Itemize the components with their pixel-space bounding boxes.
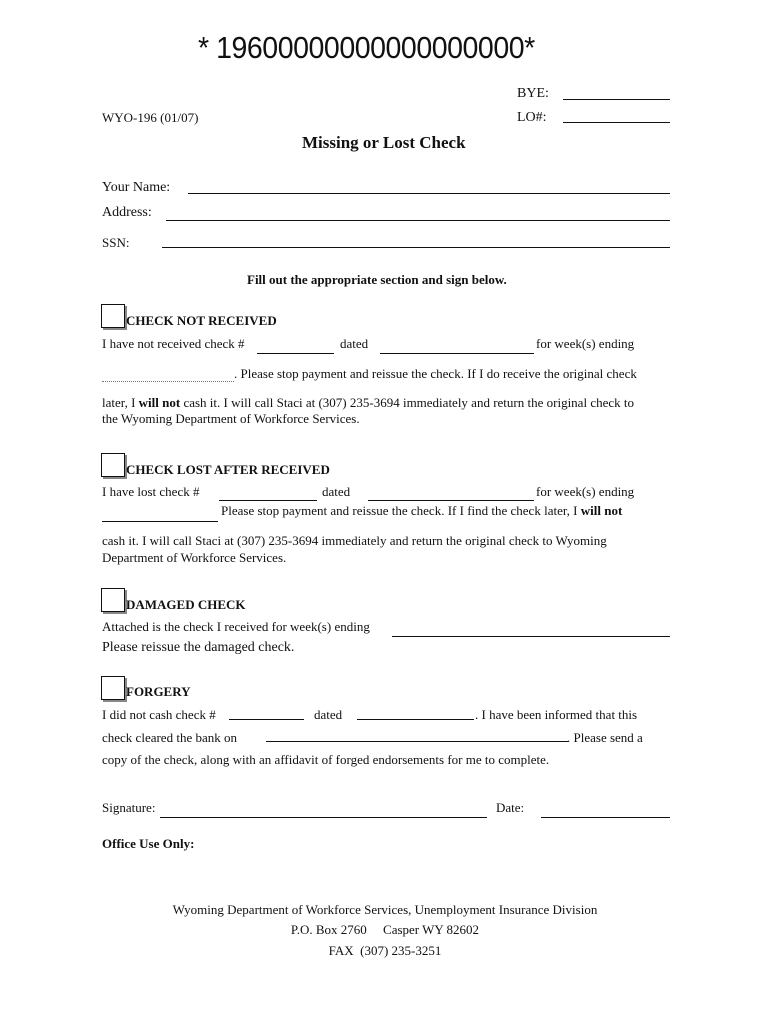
damaged-check-checkbox[interactable] [101, 588, 125, 612]
signature-label: Signature: [102, 800, 156, 815]
lo-label: LO#: [517, 110, 547, 125]
lost-line2-a: Please stop payment and reissue the check. If I find the check later, I [221, 503, 581, 518]
not-received-line1-b: dated [340, 336, 369, 351]
lost-date-field[interactable] [368, 500, 534, 501]
damaged-line1: Attached is the check I received for week(s) ending [102, 619, 370, 634]
lost-line2 [221, 503, 622, 519]
forgery-check-number-field[interactable] [229, 719, 304, 720]
ssn-field[interactable] [162, 247, 670, 248]
page-title: Missing or Lost Check [302, 133, 466, 152]
forgery-heading: FORGERY [126, 684, 191, 699]
not-received-date-field[interactable] [380, 353, 534, 354]
check-not-received-heading: CHECK NOT RECEIVED [126, 313, 277, 328]
not-received-line3-b: cash it. I will call Staci at (307) 235-3694 immediately and return the original check to [180, 395, 634, 410]
footer-line1: Wyoming Department of Workforce Services, Unemployment Insurance Division [172, 902, 598, 917]
address-label: Address: [102, 205, 152, 220]
bye-field[interactable] [563, 99, 670, 100]
date-label: Date: [496, 800, 525, 815]
forgery-bank-date-field[interactable] [266, 741, 568, 742]
name-label: Your Name: [102, 180, 171, 195]
lo-field[interactable] [563, 122, 670, 123]
footer-address: P.O. Box 2760 Casper WY 82602 [290, 922, 480, 937]
damaged-week-field[interactable] [392, 636, 670, 637]
forgery-line3: copy of the check, along with an affidavit of forged endorsements for me to complete. [102, 752, 550, 767]
not-received-line3-a: later, I [102, 395, 139, 410]
not-received-line3 [102, 395, 634, 411]
instructions: Fill out the appropriate section and sign below. [247, 272, 507, 287]
signature-field[interactable] [160, 817, 487, 818]
lost-line4: Department of Workforce Services. [102, 550, 287, 565]
forgery-line1-a: I did not cash check # [102, 707, 216, 722]
forgery-line2-a: check cleared the bank on [102, 730, 237, 745]
forgery-line1-b: dated [314, 707, 343, 722]
damaged-line2: Please reissue the damaged check. [102, 640, 295, 655]
check-lost-heading: CHECK LOST AFTER RECEIVED [126, 462, 330, 477]
lost-will-not: will not [580, 503, 623, 518]
check-lost-checkbox[interactable] [101, 453, 125, 477]
not-received-week-field[interactable] [102, 381, 234, 382]
not-received-line1-c: for week(s) ending [536, 336, 635, 351]
not-received-line2: . Please stop payment and reissue the check. If I do receive the original check [234, 366, 637, 381]
check-not-received-checkbox[interactable] [101, 304, 125, 328]
form-id: WYO-196 (01/07) [102, 110, 199, 125]
lost-line1-b: dated [322, 484, 351, 499]
forgery-date-field[interactable] [357, 719, 474, 720]
forgery-line2-b: . Please send a [567, 730, 643, 745]
not-received-check-number-field[interactable] [257, 353, 334, 354]
forgery-line1-c: . I have been informed that this [475, 707, 638, 722]
not-received-line1-a: I have not received check # [102, 336, 245, 351]
lost-line1-a: I have lost check # [102, 484, 200, 499]
bye-label: BYE: [517, 86, 549, 101]
lost-week-field[interactable] [102, 521, 218, 522]
form-barcode: * 19600000000000000000* [198, 30, 535, 65]
date-field[interactable] [541, 817, 670, 818]
footer-fax: FAX (307) 235-3251 [328, 943, 442, 958]
name-field[interactable] [188, 193, 670, 194]
lost-check-number-field[interactable] [219, 500, 317, 501]
ssn-label: SSN: [102, 235, 130, 250]
office-use-only: Office Use Only: [102, 836, 195, 851]
address-field[interactable] [166, 220, 670, 221]
lost-line1-c: for week(s) ending [536, 484, 635, 499]
lost-line3: cash it. I will call Staci at (307) 235-3694 immediately and return the original check to Wyoming [102, 533, 607, 548]
damaged-check-heading: DAMAGED CHECK [126, 597, 246, 612]
not-received-line4: the Wyoming Department of Workforce Services. [102, 411, 360, 426]
forgery-checkbox[interactable] [101, 676, 125, 700]
not-received-will-not: will not [138, 395, 181, 410]
